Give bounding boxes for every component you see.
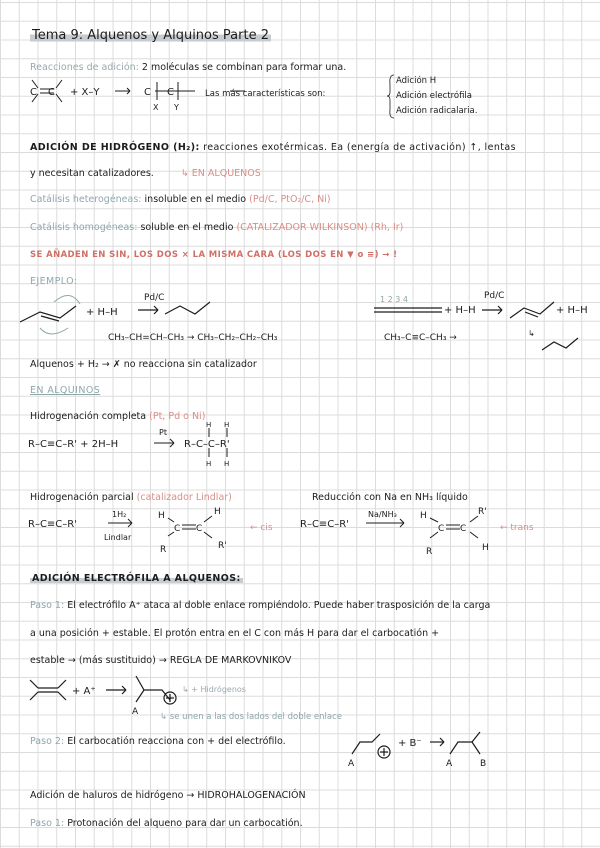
pdc-label-2: Pd/C [484,291,505,301]
parcial-lindlar: Lindlar [104,533,132,542]
intro-label: Reacciones de adición: [30,62,139,73]
svg-text:+ X–Y: + X–Y [70,87,100,98]
paso1-line-b: a una posición + estable. El protón entra en el C con más H para dar el carbocatión + [30,628,440,639]
svg-text:H: H [206,421,212,429]
pdc-label-1: Pd/C [144,293,165,303]
svg-text:C: C [174,524,181,534]
page-title: Tema 9: Alquenos y Alquinos Parte 2 [32,28,269,43]
svg-text:X: X [153,103,159,112]
partial-hydrogenation-scheme [28,504,288,564]
svg-text:H: H [420,511,427,521]
addition-type-2: Adición electrófila [396,91,473,101]
svg-text:R: R [160,545,167,555]
hom-label: Catálisis homogéneas: [30,222,138,233]
completa-line [30,411,205,423]
svg-text:C: C [167,87,174,98]
paso1-line-a [30,600,490,612]
rx2-product: + H–H [556,305,588,316]
svg-text:C: C [144,87,151,98]
label-a-3: A [446,759,453,769]
paso1b-line [30,818,303,830]
svg-text:R': R' [218,541,227,551]
parcial-h2: 1H₂ [112,510,127,519]
electrofila-heading: ADICIÓN ELECTRÓFILA A ALQUENOS: [32,573,241,584]
paso1b-text: Protonación del alqueno para dar un carbocatión. [67,818,303,829]
reduccion-eq: R–C≡C–R' [300,519,349,530]
addition-type-1: Adición H [396,76,437,86]
label-a-2: A [348,759,355,769]
hom-line [30,222,403,234]
svg-text:C: C [460,524,467,534]
plus-a: + A⁺ [72,686,96,697]
paso1b-label: Paso 1: [30,818,65,829]
hidrogeno-heading: ADICIÓN DE HIDRÓGENO (H₂): [30,142,200,153]
trans-label: ← trans [500,523,534,533]
paso1-line-c: estable → (más sustituido) → REGLA DE MARKOVNIKOV [30,655,292,666]
hidrogeno-line-1 [30,142,516,154]
paso2-line [30,736,286,748]
svg-text:H: H [224,421,230,429]
sin-note: SE AÑADEN EN SIN, LOS DOS × LA MISMA CARA (LOS DOS EN ▼ o ≡) → ! [30,250,398,260]
het-label: Catálisis heterogéneas: [30,194,142,205]
paso1-label: Paso 1: [30,600,65,611]
cis-label: ← cis [250,523,273,533]
svg-text:↳: ↳ [528,329,535,338]
hidrogeno-text-1: reacciones exotérmicas. Ea (energía de activación) ↑, lentas [203,142,516,153]
paso1-text-a: El electrófilo A⁺ ataca al doble enlace rompiéndolo. Puede haber trasposición de la carga [67,600,491,611]
ejemplo-label: EJEMPLO: [30,276,78,287]
reduccion-label: Reducción con Na en NH₃ líquido [312,492,468,503]
svg-text:C: C [30,87,37,98]
completa-catalysts: (Pt, Pd o Ni) [149,411,206,422]
svg-text:H: H [158,511,165,521]
svg-text:H: H [482,543,489,553]
completa-pt: Pt [159,428,167,437]
svg-text:R: R [426,547,433,557]
svg-text:H: H [206,460,212,468]
types-brace [387,74,395,119]
hidrogenos-note: ↳ + Hidrógenos [182,685,246,694]
plus-b: + B⁻ [398,738,422,749]
svg-text:1 2 3 4: 1 2 3 4 [380,295,408,304]
unen-note: ↳ se unen a las dos lados del doble enlace [160,712,342,722]
electrophile-step2-scheme [346,724,506,772]
reduccion-cond: Na/NH₃ [368,510,397,519]
svg-text:C: C [48,87,55,98]
haluros-line: Adición de haluros de hidrógeno → HIDROHALOGENACIÓN [30,790,306,801]
parcial-eq: R–C≡C–R' [28,519,77,530]
svg-text:C: C [438,524,445,534]
svg-text:R': R' [478,507,487,517]
svg-text:H: H [214,507,221,517]
reduction-scheme [300,504,590,564]
label-a-1: A [132,707,139,717]
hom-catalysts: (CATALIZADOR WILKINSON) (Rh, Ir) [236,222,404,233]
completa-product: R–C–C–R' [184,439,230,450]
rx1-left: + H–H [86,307,118,318]
het-line [30,194,331,206]
intro-eq-text: Las más características son: [205,89,326,99]
rx1-formula: CH₃–CH=CH–CH₃ → CH₃–CH₂–CH₂–CH₃ [108,333,278,343]
svg-text:C: C [196,524,203,534]
svg-text:H: H [224,460,230,468]
alquinos-heading: EN ALQUINOS [30,385,101,396]
complete-hydrogenation-scheme [28,421,288,474]
het-text: insoluble en el medio [144,194,247,205]
alkene-hydrogenation-scheme [20,288,380,348]
alkyne-hydrogenation-scheme [372,288,592,358]
intro-text: 2 moléculas se combinan para formar una. [141,62,347,73]
parcial-line [30,492,232,504]
completa-label: Hidrogenación completa [30,411,147,422]
label-b: B [480,759,487,769]
rx2-plus: + H–H [444,305,476,316]
no-catalyst-note: Alquenos + H₂ → ✗ no reacciona sin catalizador [30,359,257,370]
svg-text:Y: Y [174,103,179,112]
en-alquenos-note: ↳ EN ALQUENOS [180,168,261,179]
het-catalysts: (Pd/C, PtO₂/C, Ni) [249,194,331,205]
hidrogeno-text-2: y necesitan catalizadores. [30,168,154,179]
completa-eq: R–C≡C–R' + 2H–H [28,439,119,450]
paso2-label: Paso 2: [30,736,65,747]
rx2-formula: CH₃–C≡C–CH₃ → [384,333,457,343]
addition-type-3: Adición radicalaria. [396,106,478,116]
intro-line [30,62,346,74]
paso2-text: El carbocatión reacciona con + del electrófilo. [67,736,286,747]
parcial-catalyst: (catalizador Lindlar) [136,492,232,503]
hom-text: soluble en el medio [140,222,234,233]
parcial-label: Hidrogenación parcial [30,492,134,503]
hidrogeno-line-2 [30,168,261,180]
